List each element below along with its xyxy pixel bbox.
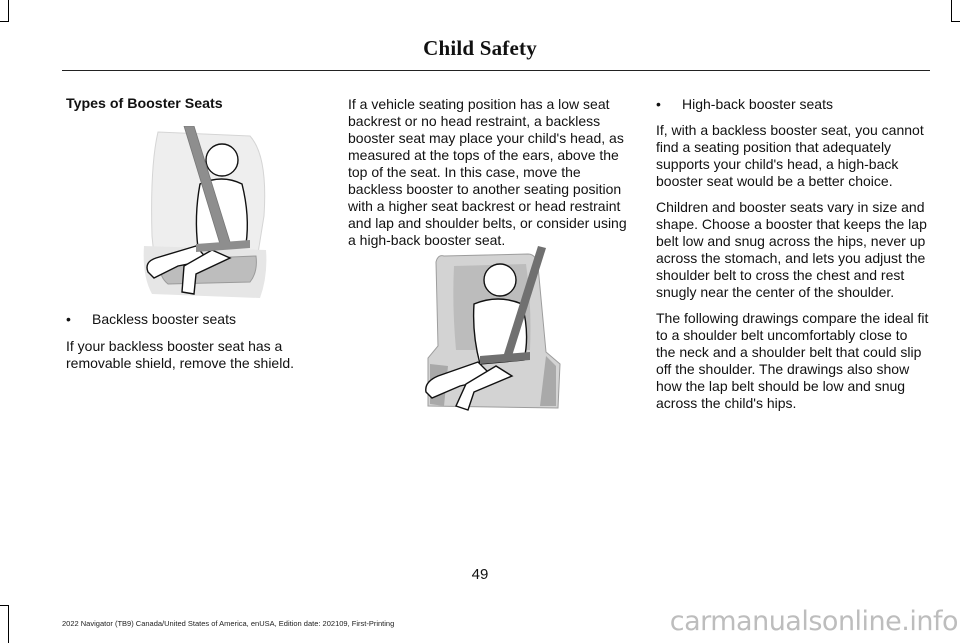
paragraph: If your backless booster seat has a removable shield, remove the shield. <box>66 338 295 371</box>
bullet-marker: • <box>656 96 661 112</box>
bullet-marker: • <box>66 311 71 327</box>
crop-mark <box>951 21 960 22</box>
page-number: 49 <box>471 566 489 583</box>
backless-booster-illustration <box>138 126 270 300</box>
bullet-text: Backless booster seats <box>92 311 236 327</box>
left-column <box>66 96 336 122</box>
page-title: Child Safety <box>423 36 537 60</box>
watermark: carmanualsonline.info <box>669 606 958 637</box>
paragraph: If, with a backless booster seat, you cannot find a seating position that adequately supports your child's head, a high-back booster seat would be a better choice. <box>656 122 924 189</box>
high-back-booster-illustration <box>408 246 568 416</box>
crop-mark <box>8 0 9 22</box>
crop-mark <box>0 605 8 606</box>
section-heading: Types of Booster Seats <box>66 96 223 112</box>
bullet-item <box>66 311 336 328</box>
footer: 2022 Navigator (TB9) Canada/United States of America, enUSA, Edition date: 202109, First-Printing <box>62 619 395 628</box>
left-column-text <box>66 311 336 381</box>
bullet-item <box>656 96 930 113</box>
paragraph: If a vehicle seating position has a low seat backrest or no head restraint, a backless booster seat may place your child's head, as measured at the tops of the ears, above the top of the seat. In this case, move the backless booster to another seating position with a higher seat backrest or head restraint and lap and shoulder belts, or consider using a high-back booster seat. <box>348 96 627 248</box>
bullet-text: High-back booster seats <box>682 96 833 112</box>
middle-column <box>348 96 632 258</box>
crop-mark <box>8 605 9 643</box>
crop-mark <box>951 0 952 22</box>
right-column <box>656 96 930 421</box>
paragraph: The following drawings compare the ideal fit to a shoulder belt uncomfortably close to the neck and a shoulder belt that could slip off the shoulder. The drawings also show how the lap belt should be low and snug across the child's hips. <box>656 310 929 411</box>
crop-mark <box>0 21 8 22</box>
paragraph: Children and booster seats vary in size and shape. Choose a booster that keeps the lap belt low and snug across the hips, never up across the stomach, and lets you adjust the shoulder belt to cross the chest and rest snugly near the center of the shoulder. <box>656 199 927 300</box>
header-rule <box>62 70 930 71</box>
